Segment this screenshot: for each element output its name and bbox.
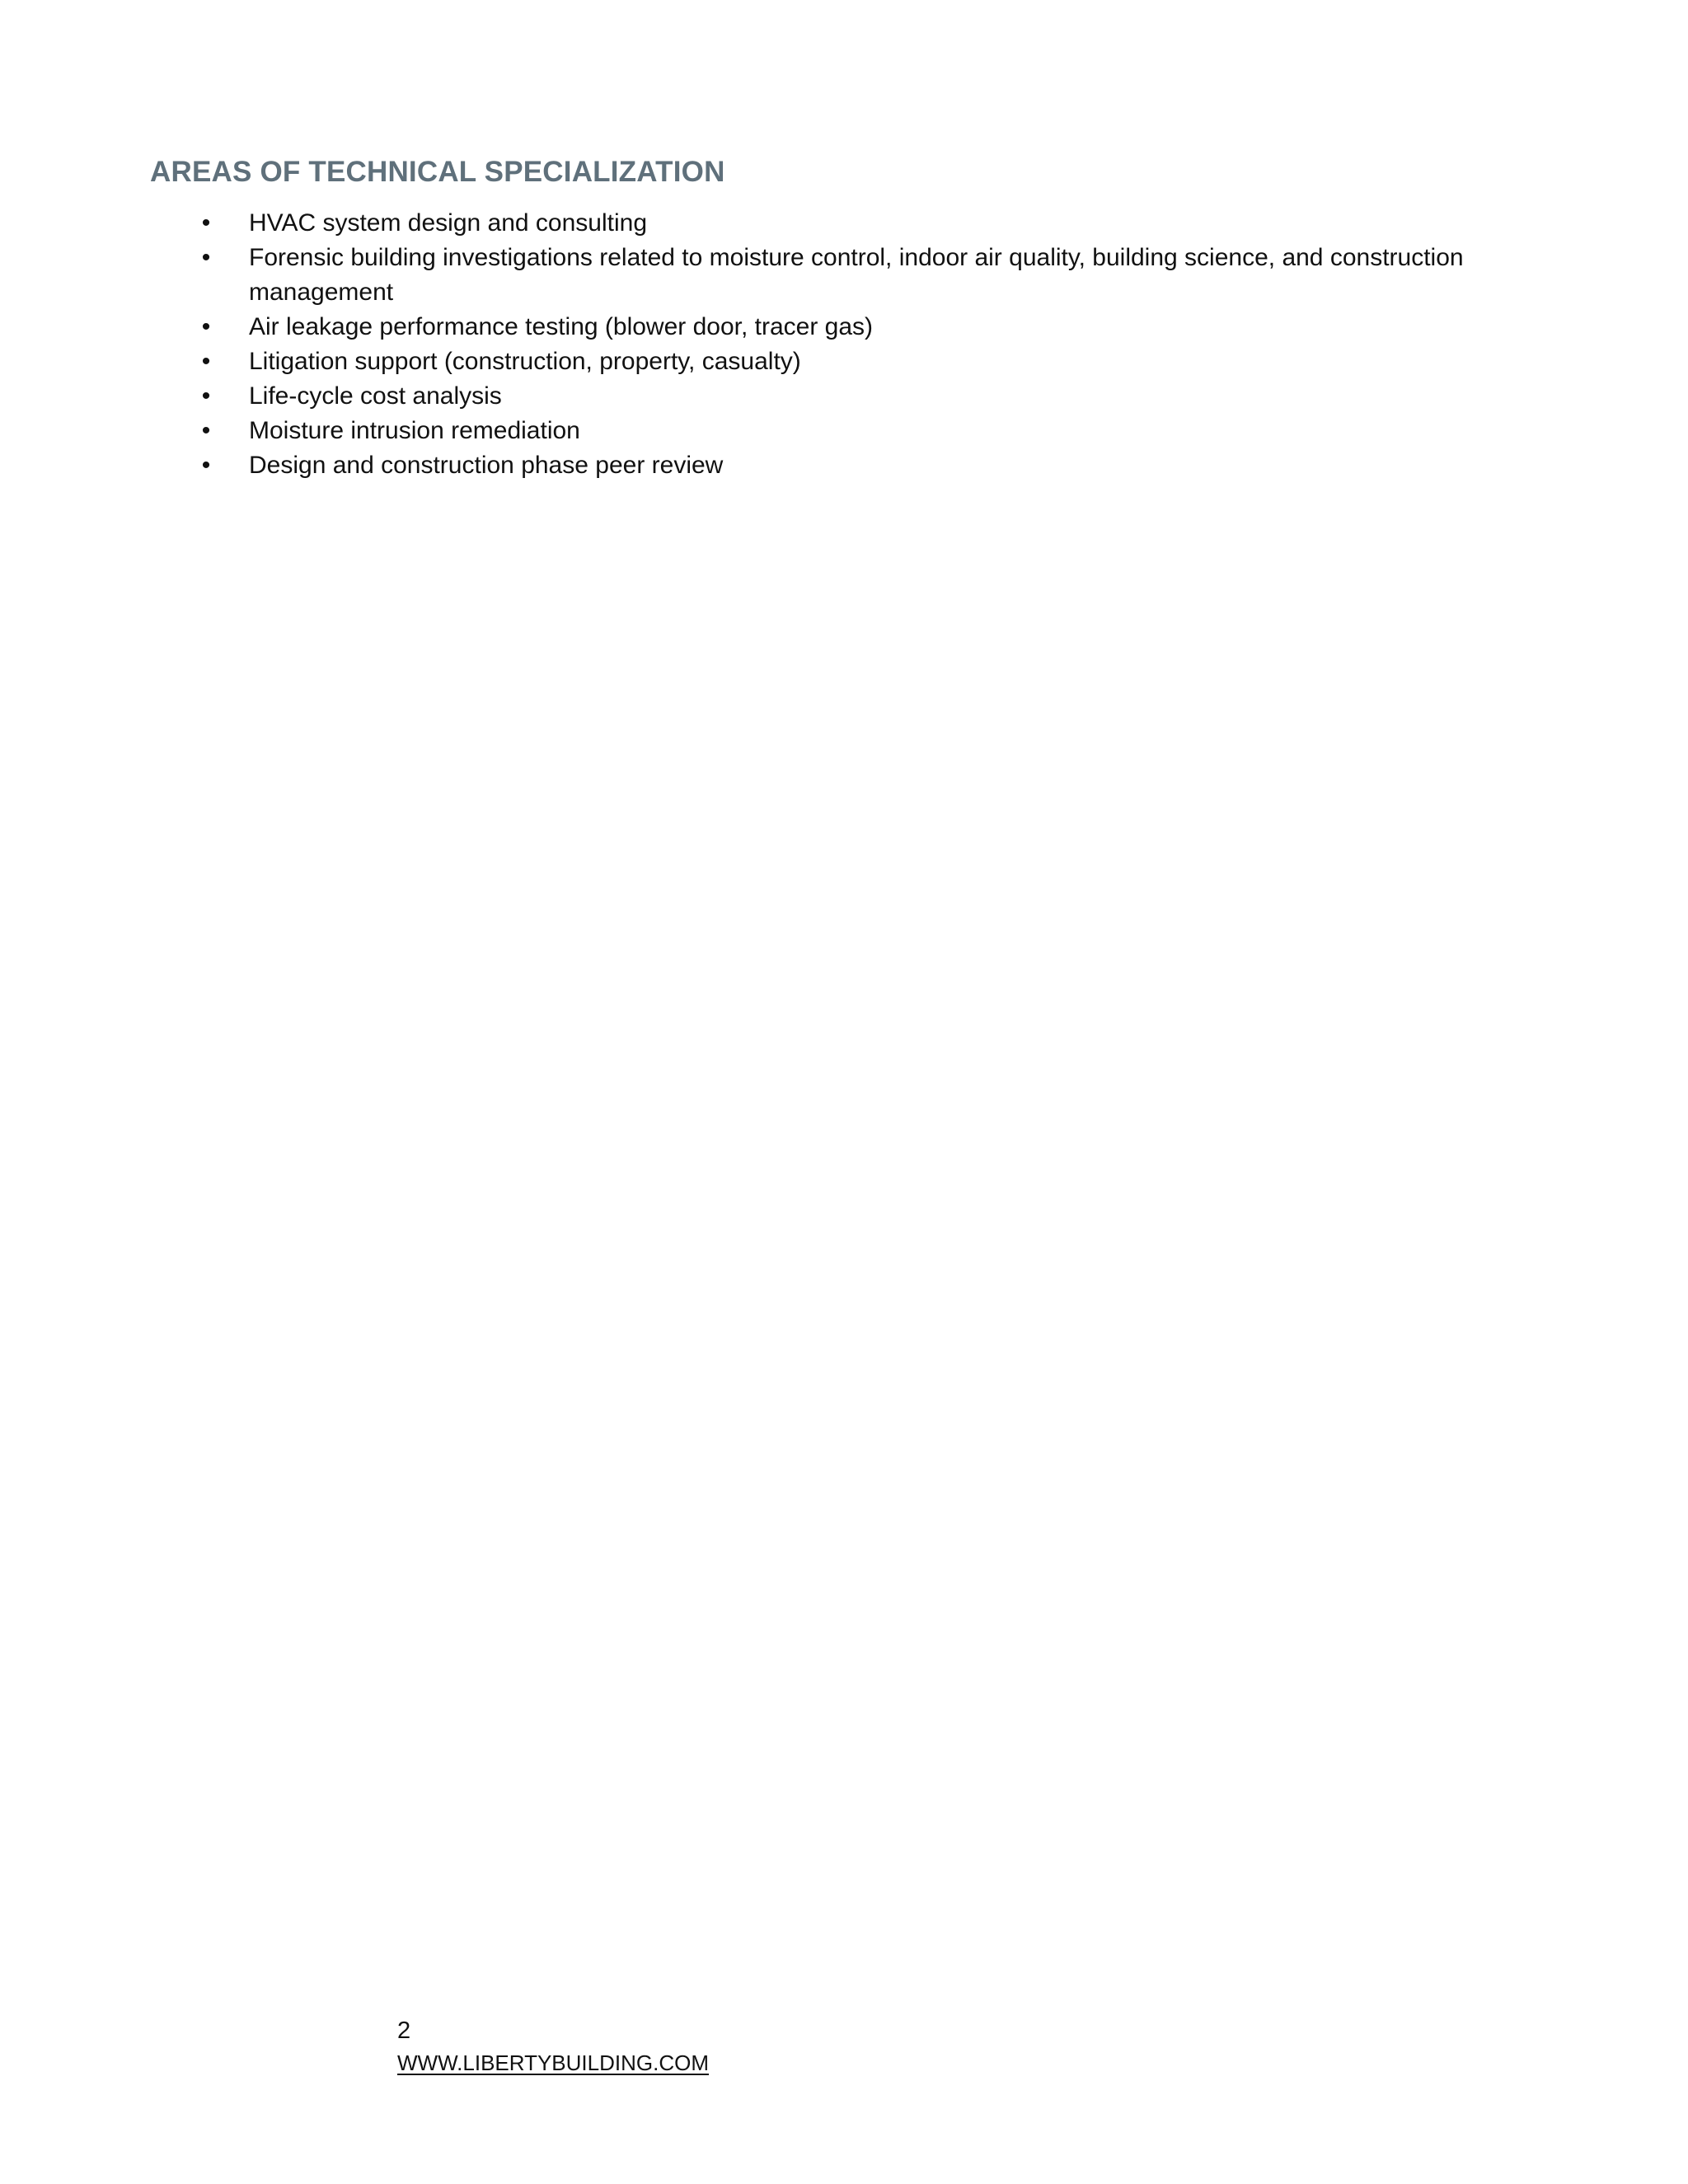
specialization-list <box>198 206 1484 483</box>
specialization-hvac: HVAC system design and consulting <box>249 209 648 237</box>
list-item <box>198 206 1484 241</box>
bullet-icon: • <box>201 417 211 444</box>
specialization-life-cycle: Life-cycle cost analysis <box>249 382 502 410</box>
specialization-air-leakage: Air leakage performance testing (blower door, tracer gas) <box>249 313 874 340</box>
list-item <box>198 241 1484 310</box>
bullet-icon: • <box>201 244 211 271</box>
specialization-peer-review: Design and construction phase peer review <box>249 452 724 479</box>
list-item <box>198 414 1484 448</box>
list-item <box>198 310 1484 344</box>
bullet-icon: • <box>201 313 211 340</box>
list-item <box>198 344 1484 379</box>
bullet-icon: • <box>201 452 211 479</box>
specialization-moisture: Moisture intrusion remediation <box>249 417 580 444</box>
section-heading: AREAS OF TECHNICAL SPECIALIZATION <box>150 156 725 188</box>
bullet-icon: • <box>201 382 211 410</box>
bullet-icon: • <box>201 209 211 237</box>
footer-website-link[interactable]: WWW.LIBERTYBUILDING.COM <box>397 2050 709 2075</box>
bullet-icon: • <box>201 348 211 375</box>
list-item <box>198 379 1484 414</box>
page-number: 2 <box>397 2018 411 2044</box>
specialization-litigation: Litigation support (construction, property, casualty) <box>249 348 801 375</box>
list-item <box>198 448 1484 483</box>
specialization-forensic: Forensic building investigations related to moisture control, indoor air quality, building science, and construction management <box>249 244 1464 306</box>
